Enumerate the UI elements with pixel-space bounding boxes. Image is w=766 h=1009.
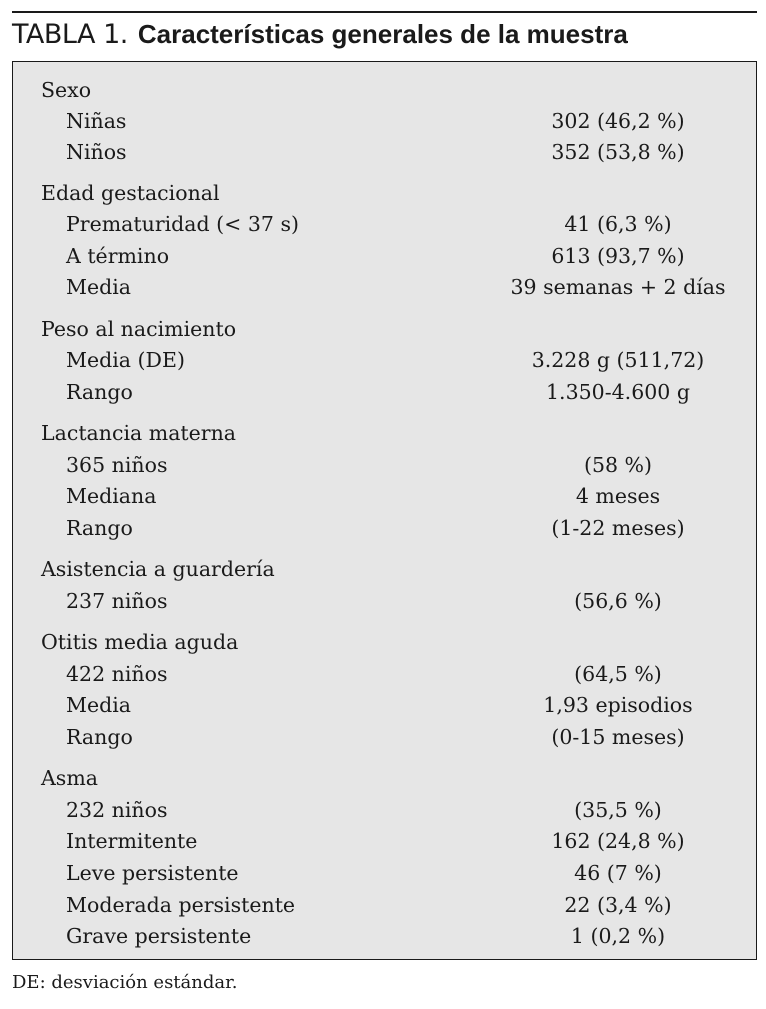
table-caption: Características generales de la muestra [137, 19, 628, 49]
table-row: 365 niños (58 %) [66, 453, 653, 477]
table-row: Rango (0-15 meses) [66, 725, 685, 749]
table-row: Niños 352 (53,8 %) [66, 140, 685, 164]
table-row: Moderada persistente 22 (3,4 %) [66, 893, 672, 917]
group-heading: Otitis media aguda [41, 630, 239, 654]
table-footnote: DE: desviación estándar. [12, 972, 238, 993]
table-body [12, 61, 757, 960]
table-row: Intermitente 162 (24,8 %) [66, 829, 685, 853]
group-heading: Asma [41, 766, 98, 790]
group-heading: Lactancia materna [41, 421, 237, 445]
table-row: Media 39 semanas + 2 días [66, 275, 726, 299]
table-row: A término 613 (93,7 %) [66, 244, 685, 268]
table-row: Media 1,93 episodios [66, 693, 693, 717]
table-label: TABLA 1. [12, 19, 128, 50]
group-heading: Asistencia a guardería [41, 557, 275, 581]
table-row: 232 niños (35,5 %) [66, 798, 662, 822]
table-row: Rango (1-22 meses) [66, 516, 685, 540]
group-heading: Edad gestacional [41, 181, 220, 205]
table-row: Prematuridad (< 37 s) 41 (6,3 %) [66, 212, 672, 236]
table-row: 237 niños (56,6 %) [66, 589, 662, 613]
group-heading: Peso al nacimiento [41, 317, 237, 341]
group-heading: Sexo [41, 78, 92, 102]
table-row: Mediana 4 meses [66, 484, 661, 508]
table-row: Leve persistente 46 (7 %) [66, 861, 662, 885]
table-row: Niñas 302 (46,2 %) [66, 109, 685, 133]
table-title [12, 17, 757, 51]
top-rule [12, 11, 757, 13]
table-row: Grave persistente 1 (0,2 %) [66, 924, 666, 948]
table-row: Rango 1.350-4.600 g [66, 380, 690, 404]
table-row: Media (DE) 3.228 g (511,72) [66, 348, 705, 372]
table-row: 422 niños (64,5 %) [66, 662, 662, 686]
